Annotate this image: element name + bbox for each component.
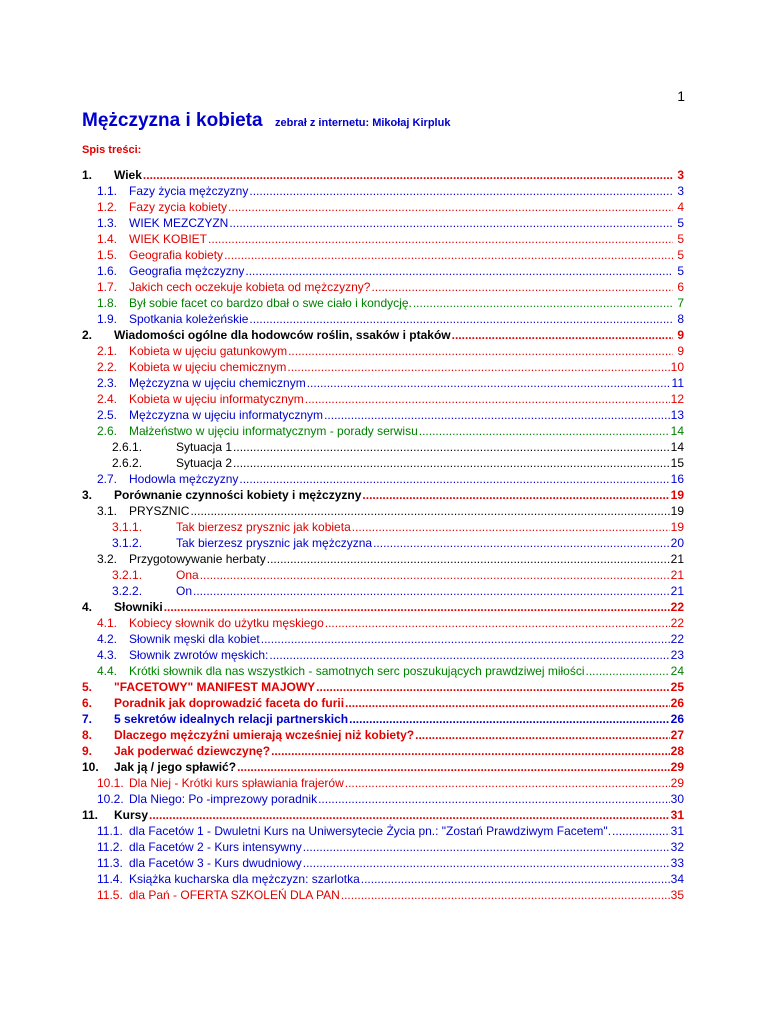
toc-entry[interactable] xyxy=(82,599,684,615)
document-title: Mężczyzna i kobieta xyxy=(82,110,263,131)
toc-entry[interactable] xyxy=(82,871,684,887)
toc-entry-page: 7 xyxy=(677,296,684,310)
toc-entry-title: Kobieta w ujęciu chemicznym xyxy=(129,360,287,374)
toc-dot-leader xyxy=(371,279,673,295)
toc-entry-page: 15 xyxy=(670,456,684,470)
toc-entry[interactable] xyxy=(82,263,684,279)
toc-entry-title: Tak bierzesz prysznic jak kobieta xyxy=(176,520,351,534)
toc-entry-number: 3.2.1. xyxy=(112,568,143,582)
toc-dot-leader xyxy=(287,359,669,375)
toc-entry-number: 1.1. xyxy=(97,184,118,198)
toc-entry-page: 9 xyxy=(677,344,684,358)
toc-entry-page: 10 xyxy=(670,360,684,374)
toc-entry-number: 7. xyxy=(82,712,93,726)
toc-entry[interactable] xyxy=(82,311,684,327)
toc-entry[interactable] xyxy=(82,695,684,711)
toc-entry-title: Dla Niej - Krótki kurs spławiania frajerów xyxy=(129,776,344,790)
toc-entry[interactable] xyxy=(82,503,684,519)
toc-entry-title: Małżeństwo w ujęciu informatycznym - porady serwisu xyxy=(129,424,418,438)
toc-entry[interactable] xyxy=(82,567,684,583)
toc-entry-number: 4.1. xyxy=(97,616,118,630)
toc-entry-number: 10. xyxy=(82,760,99,774)
toc-entry-page: 29 xyxy=(670,776,684,790)
toc-entry-page: 16 xyxy=(670,472,684,486)
toc-entry-page: 20 xyxy=(670,536,684,550)
toc-dot-leader xyxy=(415,727,670,743)
toc-entry-page: 5 xyxy=(677,248,684,262)
toc-entry-title: dla Facetów 3 - Kurs dwudniowy xyxy=(129,856,302,870)
toc-entry-title: Hodowla mężczyzny xyxy=(129,472,239,486)
toc-entry-number: 11.3. xyxy=(97,856,123,870)
toc-entry[interactable] xyxy=(82,167,684,183)
toc-entry-number: 1.3. xyxy=(97,216,118,230)
toc-dot-leader xyxy=(288,343,673,359)
toc-entry[interactable] xyxy=(82,887,684,903)
toc-entry-number: 11.5. xyxy=(97,888,123,902)
toc-dot-leader xyxy=(316,679,669,695)
toc-entry-number: 4.2. xyxy=(97,632,118,646)
toc-entry-page: 11 xyxy=(671,376,684,390)
toc-entry-number: 11.2. xyxy=(97,840,123,854)
toc-dot-leader xyxy=(237,759,670,775)
toc-entry-title: Kobiecy słownik do użytku męskiego xyxy=(129,616,324,630)
toc-entry-title: Jak poderwać dziewczynę? xyxy=(114,744,271,758)
toc-entry[interactable] xyxy=(82,327,684,343)
toc-entry-title: dla Facetów 1 - Dwuletni Kurs na Uniwersytecie Życia pn.: "Zostań Prawdziwym Facetem". xyxy=(129,824,612,838)
toc-entry-page: 29 xyxy=(670,760,684,774)
toc-dot-leader xyxy=(229,215,673,231)
toc-heading: Spis treści: xyxy=(82,144,142,156)
toc-entry[interactable] xyxy=(82,647,684,663)
toc-entry-page: 31 xyxy=(670,824,684,838)
toc-entry[interactable] xyxy=(82,775,684,791)
toc-entry[interactable] xyxy=(82,551,684,567)
toc-dot-leader xyxy=(352,519,670,535)
toc-dot-leader xyxy=(612,823,670,839)
toc-entry-number: 1.2. xyxy=(97,200,118,214)
toc-entry-number: 3.1. xyxy=(97,504,118,518)
toc-entry-title: Jakich cech oczekuje kobieta od mężczyzny? xyxy=(129,280,371,294)
toc-entry[interactable] xyxy=(82,743,684,759)
toc-entry-page: 14 xyxy=(670,440,684,454)
toc-entry[interactable] xyxy=(82,407,684,423)
toc-dot-leader xyxy=(269,647,669,663)
toc-entry-number: 3.1.1. xyxy=(112,520,143,534)
toc-entry-title: Porównanie czynności kobiety i mężczyzny xyxy=(114,488,362,502)
toc-dot-leader xyxy=(585,663,669,679)
toc-entry-title: PRYSZNIC xyxy=(129,504,190,518)
toc-entry-page: 31 xyxy=(670,808,684,822)
toc-entry-title: dla Facetów 2 - Kurs intensywny xyxy=(129,840,302,854)
toc-entry-number: 11.1. xyxy=(97,824,123,838)
toc-entry[interactable] xyxy=(82,711,684,727)
toc-entry-page: 26 xyxy=(670,696,684,710)
toc-entry-number: 4. xyxy=(82,600,93,614)
toc-entry-number: 1. xyxy=(82,168,93,182)
toc-entry-number: 2.5. xyxy=(97,408,118,422)
toc-dot-leader xyxy=(271,743,670,759)
toc-entry-page: 22 xyxy=(670,632,684,646)
page-number: 1 xyxy=(677,88,685,104)
toc-entry[interactable] xyxy=(82,519,684,535)
toc-entry-page: 34 xyxy=(670,872,684,886)
toc-entry-page: 13 xyxy=(670,408,684,422)
toc-entry-page: 5 xyxy=(677,216,684,230)
toc-entry-title: Wiadomości ogólne dla hodowców roślin, ssaków i ptaków xyxy=(114,328,451,342)
toc-entry-number: 2.6.1. xyxy=(112,440,143,454)
toc-entry-page: 3 xyxy=(677,168,684,182)
toc-entry-title: 5 sekretów idealnych relacji partnerskich xyxy=(114,712,349,726)
toc-entry-page: 35 xyxy=(670,888,684,902)
toc-entry-title: Fazy życia mężczyzny xyxy=(129,184,249,198)
toc-entry-number: 5. xyxy=(82,680,93,694)
toc-entry-number: 4.3. xyxy=(97,648,118,662)
toc-entry-page: 21 xyxy=(670,552,684,566)
toc-entry[interactable] xyxy=(82,791,684,807)
toc-entry[interactable] xyxy=(82,759,684,775)
toc-dot-leader xyxy=(249,183,673,199)
toc-entry-page: 32 xyxy=(670,840,684,854)
toc-entry-page: 24 xyxy=(670,664,684,678)
toc-entry[interactable] xyxy=(82,295,684,311)
toc-entry-number: 10.2. xyxy=(97,792,124,806)
toc-dot-leader xyxy=(324,407,670,423)
toc-dot-leader xyxy=(261,631,670,647)
toc-entry-title: Przygotowywanie herbaty xyxy=(129,552,266,566)
toc-entry[interactable] xyxy=(82,839,684,855)
toc-entry-number: 9. xyxy=(82,744,93,758)
toc-dot-leader xyxy=(228,199,673,215)
toc-entry[interactable] xyxy=(82,343,684,359)
toc-entry-page: 19 xyxy=(670,488,684,502)
toc-entry-page: 4 xyxy=(677,200,684,214)
toc-entry[interactable] xyxy=(82,727,684,743)
toc-dot-leader xyxy=(208,231,673,247)
toc-entry-title: Dlaczego mężczyźni umierają wcześniej niż kobiety? xyxy=(114,728,415,742)
toc-dot-leader xyxy=(143,167,673,183)
toc-dot-leader xyxy=(307,375,671,391)
toc-entry-number: 4.4. xyxy=(97,664,118,678)
toc-entry[interactable] xyxy=(82,471,684,487)
toc-dot-leader xyxy=(164,599,670,615)
toc-entry-title: Tak bierzesz prysznic jak mężczyzna xyxy=(176,536,373,550)
toc-entry-page: 22 xyxy=(670,600,684,614)
document-header xyxy=(82,110,450,132)
toc-dot-leader xyxy=(341,887,670,903)
toc-dot-leader xyxy=(239,471,669,487)
toc-entry[interactable] xyxy=(82,247,684,263)
toc-dot-leader xyxy=(303,855,670,871)
toc-entry-page: 19 xyxy=(670,520,684,534)
toc-entry-page: 5 xyxy=(677,232,684,246)
document-subtitle: zebrał z internetu: Mikołaj Kirpluk xyxy=(275,117,451,129)
toc-entry-page: 21 xyxy=(670,568,684,582)
toc-entry-title: Fazy zycia kobiety xyxy=(129,200,228,214)
toc-entry-page: 26 xyxy=(670,712,684,726)
toc-entry-title: Sytuacja 1 xyxy=(176,440,233,454)
toc-entry-title: Spotkania koleżeńskie xyxy=(129,312,249,326)
toc-dot-leader xyxy=(305,391,670,407)
toc-entry-number: 2.2. xyxy=(97,360,118,374)
toc-entry[interactable] xyxy=(82,231,684,247)
toc-entry[interactable] xyxy=(82,455,684,471)
toc-dot-leader xyxy=(249,311,673,327)
toc-entry-number: 3.2.2. xyxy=(112,584,143,598)
toc-dot-leader xyxy=(233,439,670,455)
toc-entry-page: 5 xyxy=(677,264,684,278)
toc-entry-title: WIEK KOBIET xyxy=(129,232,208,246)
toc-entry-page: 3 xyxy=(677,184,684,198)
toc-entry-page: 14 xyxy=(670,424,684,438)
toc-entry[interactable] xyxy=(82,215,684,231)
toc-entry-number: 2.6.2. xyxy=(112,456,143,470)
toc-entry-page: 23 xyxy=(670,648,684,662)
toc-dot-leader xyxy=(419,423,670,439)
toc-entry-title: Był sobie facet co bardzo dbał o swe ciało i kondycję. xyxy=(129,296,412,310)
toc-entry-title: Dla Niego: Po -imprezowy poradnik xyxy=(129,792,318,806)
toc-entry[interactable] xyxy=(82,199,684,215)
toc-entry[interactable] xyxy=(82,631,684,647)
toc-dot-leader xyxy=(190,503,669,519)
toc-entry-number: 2.3. xyxy=(97,376,118,390)
toc-entry-title: Geografia kobiety xyxy=(129,248,224,262)
toc-entry-page: 27 xyxy=(670,728,684,742)
toc-dot-leader xyxy=(345,695,670,711)
toc-dot-leader xyxy=(303,839,670,855)
toc-entry[interactable] xyxy=(82,535,684,551)
toc-entry-number: 10.1. xyxy=(97,776,124,790)
toc-entry-page: 6 xyxy=(677,280,684,294)
toc-dot-leader xyxy=(452,327,673,343)
toc-dot-leader xyxy=(373,535,670,551)
toc-entry-title: Kobieta w ujęciu gatunkowym xyxy=(129,344,288,358)
toc-dot-leader xyxy=(233,455,670,471)
toc-entry-page: 12 xyxy=(670,392,684,406)
toc-entry-title: Słownik męski dla kobiet xyxy=(129,632,260,646)
toc-entry-page: 30 xyxy=(670,792,684,806)
toc-dot-leader xyxy=(361,871,670,887)
toc-entry-title: Geografia mężczyzny xyxy=(129,264,245,278)
toc-entry[interactable] xyxy=(82,183,684,199)
toc-entry[interactable] xyxy=(82,487,684,503)
toc-entry-page: 28 xyxy=(670,744,684,758)
toc-entry-page: 19 xyxy=(670,504,684,518)
toc-entry[interactable] xyxy=(82,855,684,871)
toc-entry[interactable] xyxy=(82,375,684,391)
toc-entry[interactable] xyxy=(82,823,684,839)
toc-entry[interactable] xyxy=(82,807,684,823)
toc-entry-title: Słowniki xyxy=(114,600,163,614)
toc-dot-leader xyxy=(149,807,670,823)
toc-entry-number: 1.6. xyxy=(97,264,118,278)
toc-entry[interactable] xyxy=(82,615,684,631)
toc-entry[interactable] xyxy=(82,279,684,295)
toc-entry-title: On xyxy=(176,584,193,598)
toc-entry-number: 1.9. xyxy=(97,312,118,326)
toc-entry-title: Poradnik jak doprowadzić faceta do furii xyxy=(114,696,345,710)
toc-entry-title: Krótki słownik dla nas wszystkich - samotnych serc poszukujących prawdziwej miłości xyxy=(129,664,585,678)
toc-entry-number: 2.4. xyxy=(97,392,118,406)
toc-dot-leader xyxy=(224,247,673,263)
toc-entry[interactable] xyxy=(82,663,684,679)
toc-entry[interactable] xyxy=(82,391,684,407)
toc-entry-title: WIEK MEZCZYZN xyxy=(129,216,229,230)
toc-entry-title: Mężczyzna w ujęciu informatycznym xyxy=(129,408,324,422)
toc-dot-leader xyxy=(193,583,670,599)
toc-dot-leader xyxy=(325,615,670,631)
toc-entry-title: Słownik zwrotów męskich: xyxy=(129,648,269,662)
toc-entry-title: Jak ją / jego spławić? xyxy=(114,760,237,774)
toc-entry-number: 6. xyxy=(82,696,93,710)
toc-entry-page: 9 xyxy=(677,328,684,342)
toc-entry-title: Kobieta w ujęciu informatycznym xyxy=(129,392,304,406)
toc-entry-title: Wiek xyxy=(114,168,142,182)
toc-entry-number: 1.7. xyxy=(97,280,118,294)
toc-entry-number: 2.6. xyxy=(97,424,118,438)
toc-entry-number: 2.1. xyxy=(97,344,118,358)
toc-entry[interactable] xyxy=(82,679,684,695)
toc-dot-leader xyxy=(267,551,670,567)
toc-entry-page: 22 xyxy=(670,616,684,630)
toc-entry[interactable] xyxy=(82,359,684,375)
toc-dot-leader xyxy=(318,791,670,807)
toc-entry-title: Sytuacja 2 xyxy=(176,456,233,470)
toc-entry-number: 8. xyxy=(82,728,93,742)
toc-entry-number: 1.4. xyxy=(97,232,118,246)
toc-entry-number: 11.4. xyxy=(97,872,123,886)
toc-entry[interactable] xyxy=(82,423,684,439)
toc-entry[interactable] xyxy=(82,439,684,455)
toc-entry-title: dla Pań - OFERTA SZKOLEŃ DLA PAN xyxy=(129,888,340,902)
toc-dot-leader xyxy=(245,263,673,279)
toc-entry-page: 8 xyxy=(677,312,684,326)
toc-entry-page: 25 xyxy=(670,680,684,694)
toc-entry-number: 11. xyxy=(82,808,99,822)
toc-entry-number: 3.2. xyxy=(97,552,118,566)
toc-entry-number: 2.7. xyxy=(97,472,118,486)
toc-entry-title: Mężczyzna w ujęciu chemicznym xyxy=(129,376,306,390)
toc-entry-page: 21 xyxy=(670,584,684,598)
table-of-contents xyxy=(82,167,684,903)
toc-entry-page: 33 xyxy=(670,856,684,870)
toc-entry-number: 1.5. xyxy=(97,248,118,262)
toc-dot-leader xyxy=(345,775,670,791)
toc-entry-number: 2. xyxy=(82,328,93,342)
toc-entry-number: 3. xyxy=(82,488,93,502)
toc-dot-leader xyxy=(349,711,670,727)
toc-entry-title: Książka kucharska dla mężczyzn: szarlotka xyxy=(129,872,360,886)
toc-dot-leader xyxy=(362,487,669,503)
toc-entry[interactable] xyxy=(82,583,684,599)
toc-entry-title: Kursy xyxy=(114,808,149,822)
toc-entry-number: 3.1.2. xyxy=(112,536,143,550)
toc-entry-title: Ona xyxy=(176,568,199,582)
toc-dot-leader xyxy=(413,295,673,311)
toc-entry-title: "FACETOWY" MANIFEST MAJOWY xyxy=(114,680,316,694)
toc-entry-number: 1.8. xyxy=(97,296,118,310)
toc-dot-leader xyxy=(200,567,670,583)
